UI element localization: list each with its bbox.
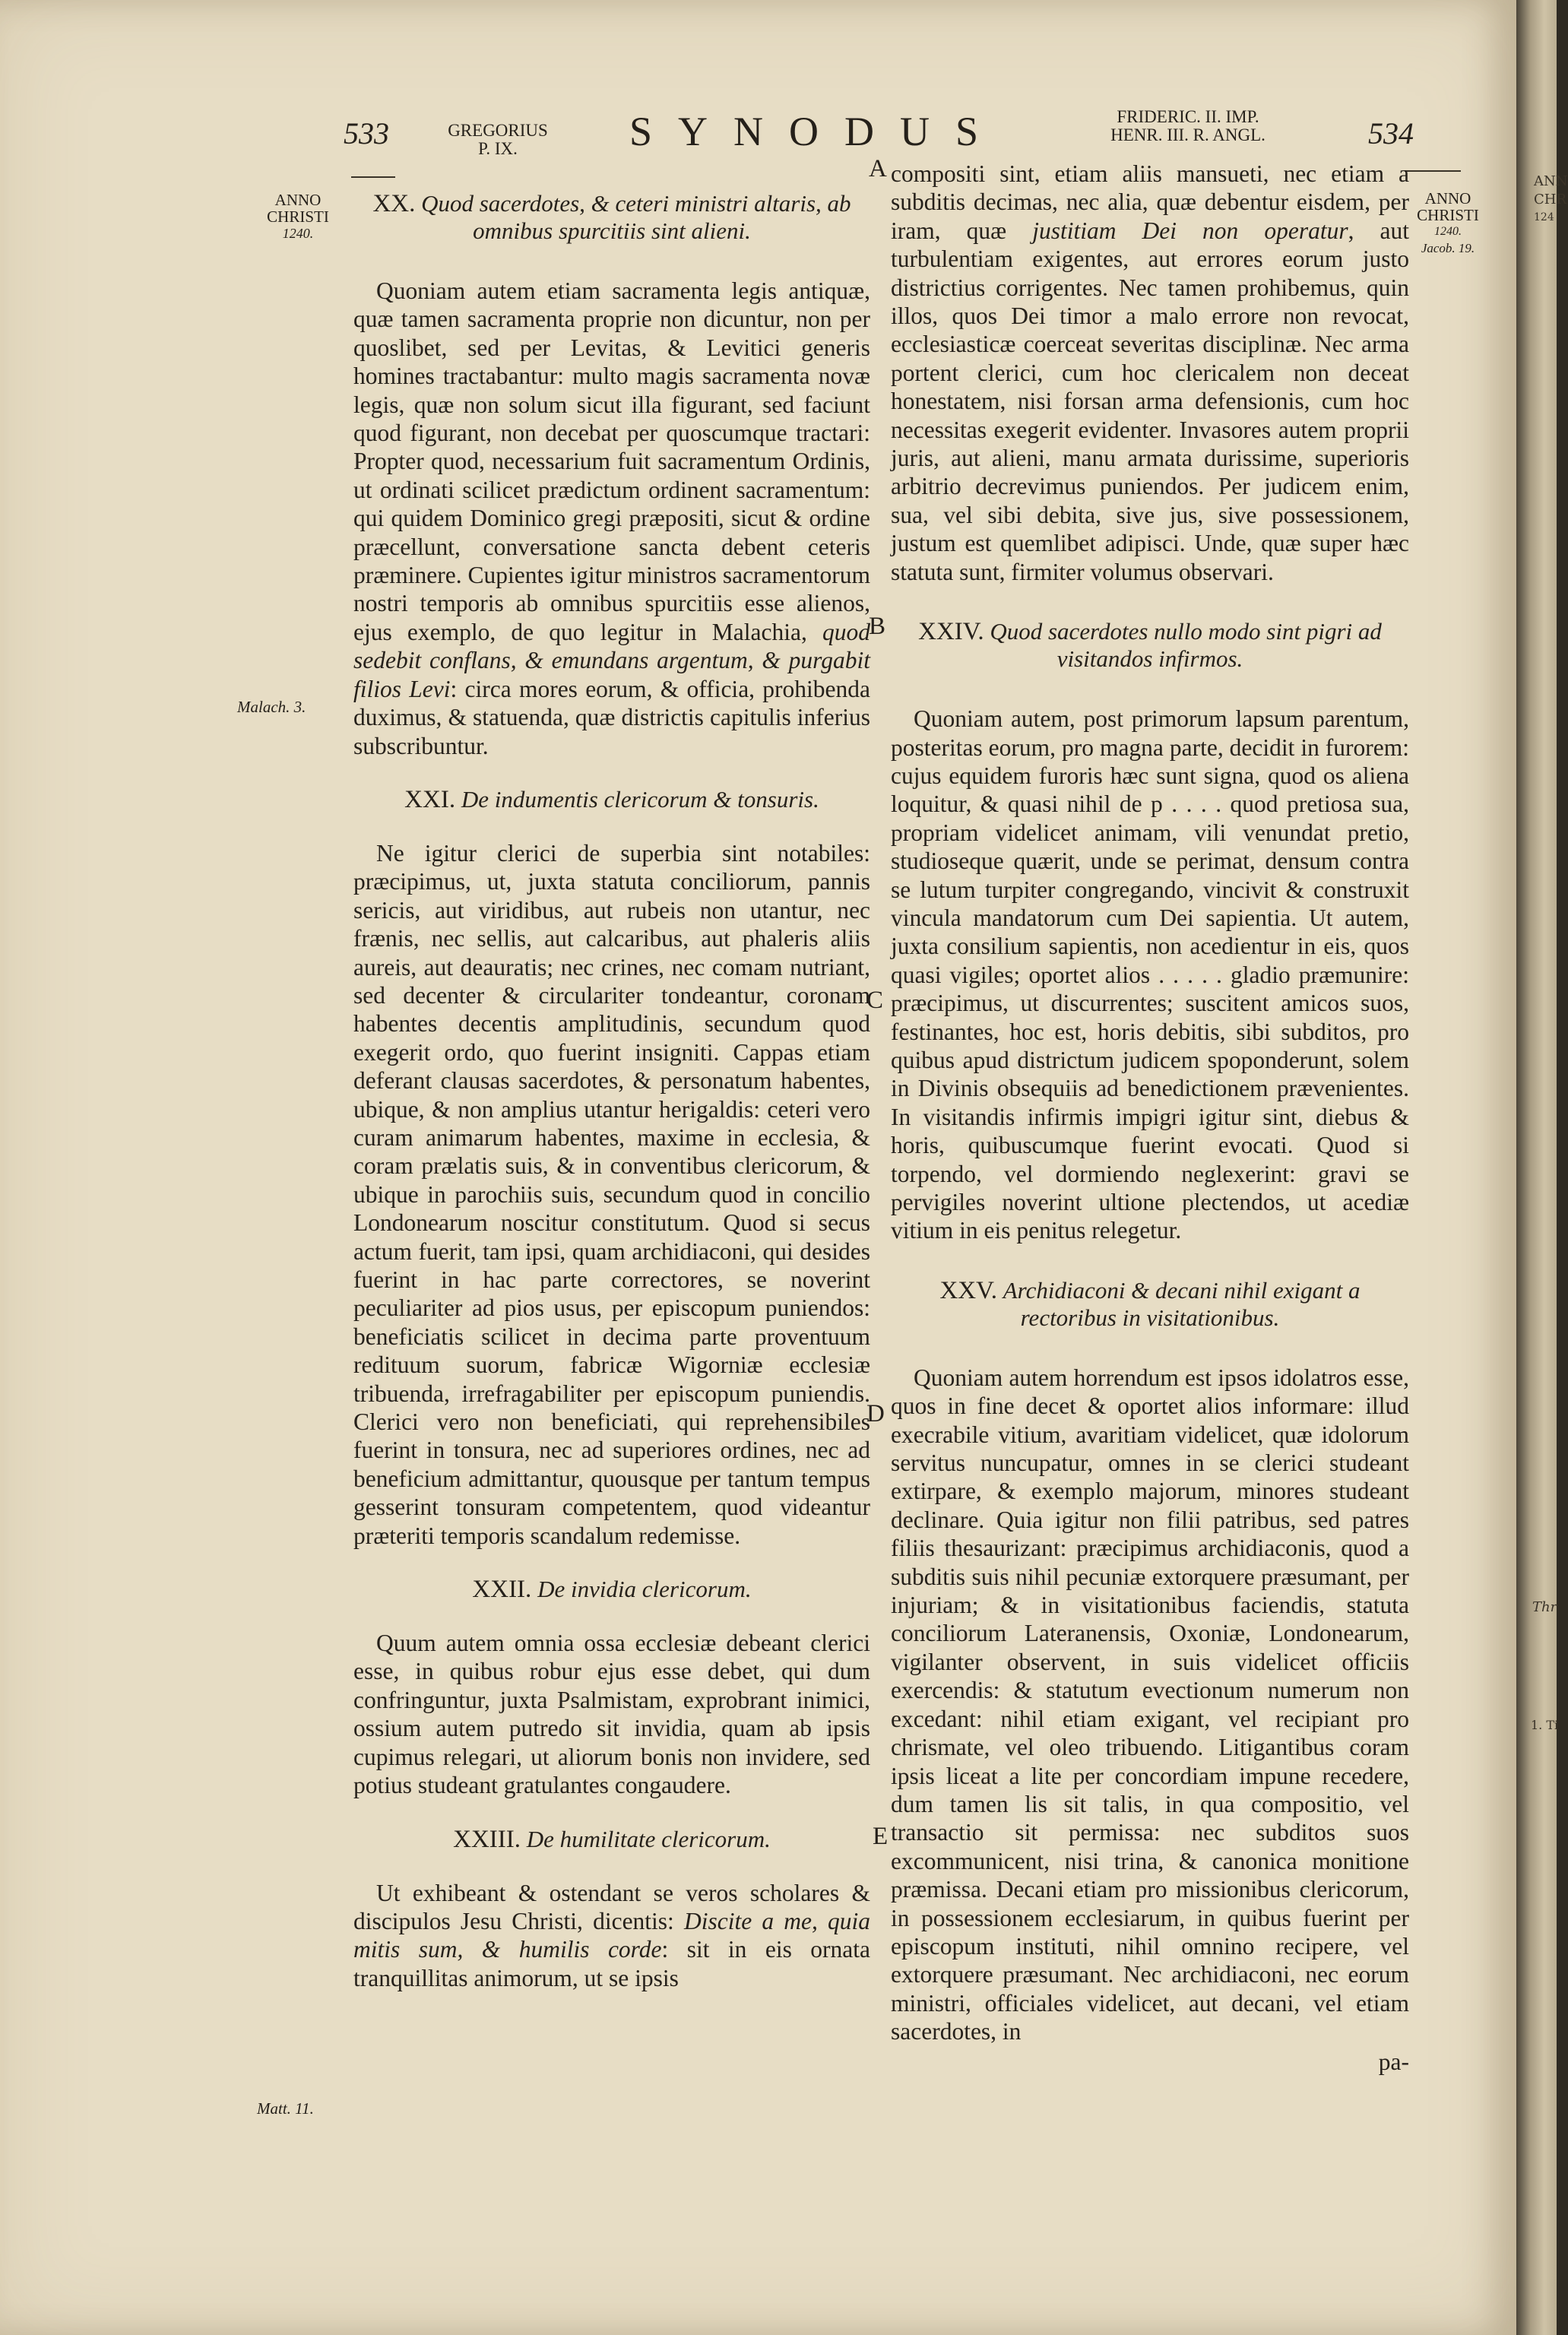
chapter-xx-text: [353, 277, 870, 760]
left-margin-anno: [251, 192, 345, 242]
chapter-xxv-text: Quoniam autem horrendum est ipsos idolatros esse, quos in fine decet & oportet alios informare: illud execrabile vitium, avaritiam videlicet, quæ idolorum servitus nuncupatur, omnes in se clerici studeant extirpare, & exemplo majorum, minores studeant declinare. Quia igitur non filii patribus, sed patres filiis thesaurizant: præcipimus archidiaconis, quod a subditis suis nihil pecuniæ extorquere præsumant, per injuriam; & in visitationibus faciendis, statuta conciliorum Lateranensis, Oxoniæ, Londonearum, vigilanter observent, in suis videlicet officiis exercendis: & statutum evectionum numerum non excedant: nihil etiam exigant, vel recipiant pro chrismate, vel oleo tribuendo. Litigantibus coram ipsis liceat a lite per concordiam impune recedere, dum tamen lis sit talis, in qua compositio, vel transactio sit permissa: nec subditos suos excommunicent, nisi trina, & canonica monitione præmissa. Decani etiam pro missionibus clericorum, in possessionem ecclesiarum, in quibus fuerint per episcopum instituti, nihil omnino recipere, vel extorquere præsumant. Nec archidiaconi, nec eorum ministri, officiales videlicet, aut decani, vel etiam sacerdotes, in: [891, 1364, 1409, 2045]
chapter-xxiv-heading: [891, 618, 1409, 673]
chapter-xxi-number: XXI.: [404, 785, 456, 813]
right-running-head-line-2: HENR. III. R. ANGL.: [1110, 125, 1265, 144]
facing-page-sliver-5: 1. Ti: [1531, 1718, 1559, 1732]
left-column: [353, 190, 870, 1992]
header-rule-right: [1405, 170, 1461, 172]
left-anno-line-2: CHRISTI: [267, 208, 329, 226]
chapter-xxi-title: De indumentis clericorum & tonsuris.: [461, 785, 819, 813]
chapter-xx-quote: quod sedebit conflans, & emundans argentum, & purgabit filios Levi: [353, 618, 871, 702]
margin-ref-malachi: Malach. 3.: [237, 698, 306, 716]
left-anno-line-3: 1240.: [282, 226, 314, 241]
header-rule-left: [351, 176, 395, 178]
left-running-head: [441, 122, 555, 158]
chapter-xx-number: XX.: [372, 190, 416, 217]
facing-page-edge: [1516, 0, 1557, 2335]
left-running-head-line-1: GREGORIUS: [448, 121, 548, 140]
chapter-xx-title: Quod sacerdotes, & ceteri ministri altaris, ab omnibus spurcitiis sint alieni.: [421, 190, 851, 244]
right-column: [891, 160, 1409, 2076]
chapter-xxiii-end: : sit in eis ornata tranquillitas animorum, ut se ipsis: [353, 1936, 870, 1991]
chapter-xxii-heading: [353, 1576, 870, 1603]
chapter-xxii-number: XXII.: [472, 1576, 532, 1604]
chapter-xxiii-number: XXIII.: [453, 1825, 521, 1853]
chapter-xxi-heading: [353, 786, 870, 813]
facing-page-sliver-3: 124: [1534, 211, 1554, 223]
chapter-xx-body: Quoniam autem etiam sacramenta legis antiquæ, quæ tamen sacramenta proprie non dicuntur, non per quoslibet, sed per Levitas, & Levitici generis homines tractabantur: multo magis sacramenta novæ legis, quæ non solum sicut illa figurant, sed faciunt quod figurant, non decebat per quoscumque tractari: Propter quod, necessarium fuit sacramentum Ordinis, ut ordinati scilicet prædictum ordinent sacramentum: qui quidem Dominico gregi præpositi, sicut & ordine præcellunt, conversatione sancta debent ceteris præminere. Cupientes igitur ministros sacramentorum nostri temporis ab omnibus spurcitiis esse alienos, ejus exemplo, de quo legitur in Malachia,: [353, 277, 870, 645]
continued-body: compositi sint, etiam aliis mansueti, nec etiam a subditis decimas, nec alia, quæ debentur eisdem, per iram, quæ: [891, 160, 1409, 244]
right-anno-line-1: ANNO: [1424, 189, 1471, 208]
chapter-xxv-number: XXV.: [939, 1276, 997, 1304]
facing-page-sliver-4: Thr: [1532, 1599, 1557, 1615]
right-margin-anno: [1411, 190, 1485, 257]
section-letter-d: D: [866, 1400, 885, 1427]
right-running-head: [1063, 108, 1313, 144]
chapter-xxiii-text: [353, 1879, 870, 1993]
left-anno-line-1: ANNO: [274, 191, 322, 209]
chapter-xxiv-number: XXIV.: [918, 618, 984, 646]
section-letter-a: A: [869, 155, 887, 182]
chapter-xx-end: : circa mores eorum, & officia, prohibenda duximus, & statuenda, quæ districtis capitulis inferius subscribuntur.: [353, 675, 871, 759]
section-letter-c: C: [866, 987, 884, 1014]
right-anno-line-2: CHRISTI: [1417, 206, 1479, 224]
right-anno-line-4: Jacob. 19.: [1421, 241, 1475, 255]
chapter-xxiii-quote: Discite a me, quia mitis sum, & humilis corde: [353, 1907, 870, 1963]
left-page-number: 533: [344, 116, 389, 150]
chapter-xxiv-title: Quod sacerdotes nullo modo sint pigri ad visitandos infirmos.: [990, 618, 1382, 673]
catchword: pa-: [1378, 2048, 1409, 2075]
right-running-head-line-1: FRIDERIC. II. IMP.: [1117, 107, 1259, 126]
chapter-xxiii-body: Ut exhibeant & ostendant se veros scholares & discipulos Jesu Christi, dicentis:: [353, 1879, 870, 1934]
chapter-xxv-title: Archidiaconi & decani nihil exigant a rectoribus in visitationibus.: [1003, 1276, 1361, 1331]
section-letter-b: B: [869, 613, 886, 640]
chapter-xxi-text: Ne igitur clerici de superbia sint notabiles: præcipimus, ut, juxta statuta conciliorum, pannis sericis, aut viridibus, aut rubeis non utantur, nec frænis, nec sellis, aut calcaribus, aut phaleris aliis aureis, aut deauratis; nec crines, nec comam nutriant, sed decenter & circulariter tondeantur, coronam habentes decentis amplitudinis, secundum quod exegerit ordo, quo fuerint insigniti. Cappas etiam deferant clausas sacerdotes, & personatum habentes, ubique, & non amplius utantur herigaldis: ceteri vero curam animarum habentes, maxime in ecclesia, & coram prælatis suis, & in conventibus clericorum, & ubique in parochiis suis, secundum quod in concilio Londonearum noscitur constitutum. Quod si secus actum fuerit, tam ipsi, quam archidiaconi, qui desides fuerint in hac parte correctores, se noverint peculiariter ad pios usus, per episcopum puniendos: beneficiatis scilicet in decima parte proventuum redituum suorum, fabricæ Wigorniæ ecclesiæ tribuenda, irrefragabiliter per episcopum puniendis. Clerici vero non beneficiati, qui reprehensibiles fuerint in tonsura, nec ad superiores ordines, nec ad beneficium admittantur, quousque per tantum tempus gesserint tonsuram competentem, quod videantur præteriti temporis scandalum redemisse.: [353, 839, 870, 1549]
chapter-xxiii-heading: [353, 1826, 870, 1853]
chapter-xxii-text: Quum autem omnia ossa ecclesiæ debeant clerici esse, in quibus robur ejus esse debet, qui dum confringuntur, juxta Psalmistam, exprobrant inimici, ossium autem putredo sit invidia, quam ab ipsis cupimus relegari, ut aliorum bonis non invidere, sed potius studeant gratulantes congaudere.: [353, 1630, 870, 1799]
facing-page-sliver-2: CHR: [1534, 192, 1567, 208]
left-running-head-line-2: P. IX.: [478, 139, 518, 158]
continued-end: , aut turbulentiam exigentes, aut errores eorum justo districtius corrigentes. Nec tamen prohibemus, quin illos, quos Dei timor a malo errore non revocat, ecclesiasticæ coerceat severitas disciplinæ. Nec arma portent clerici, cum hoc clericalem non deceat honestatem, nisi forsan arma defensionis, cum hoc necessitas exegerit evidenter. Invasores autem proprii juris, aut alieni, manu armata durissime, superioris arbitrio decrevimus puniendos. Per judicem enim, sua, vel sibi debita, sive jus, sive possessionem, justum est quemlibet adipisci. Unde, quæ super hæc statuta sunt, firmiter volumus observari.: [891, 217, 1409, 585]
chapter-xxii-title: De invidia clericorum.: [537, 1576, 752, 1603]
margin-ref-matthew: Matt. 11.: [257, 2099, 314, 2118]
section-letter-e: E: [873, 1823, 889, 1850]
continued-text: [891, 160, 1409, 586]
facing-page-sliver-1: ANN: [1534, 173, 1568, 189]
chapter-xxiii-title: De humilitate clericorum.: [526, 1825, 771, 1852]
chapter-xxiv-text: Quoniam autem, post primorum lapsum parentum, posteritas eorum, pro magna parte, decidit in furorem: cujus equidem furoris hæc sunt signa, quod os aliena loquitur, & quasi nihil de p . . . . quod pretiosa sua, propriam videlicet animam, vili venundat pretio, studioseque quærit, unde se perimat, densum contra se lutum turpiter congregando, vincivit & construxit vincula mandatorum cum Dei sapientia. Ut autem, juxta consilium sapientis, non acedientur in eis, quos quasi vigiles; oportet alios . . . . . gladio præmunire: præcipimus, ut discurrentes; suscitent amicos suos, festinantes, hoc est, horis debitis, sibi subditos, pro quibus apud districtum judicem spoponderunt, solem in Divinis obsequiis ad benedictionem prævenientes. In visitandis infirmis impigri igitur sint, diebus & horis, quibuscumque fuerint evocati. Quod si torpendo, vel dormiendo neglexerint: gravi se pervigiles noverint ultione plectendos, ut acediæ vitium in eis penitus relegetur.: [891, 705, 1409, 1244]
right-page-number: 534: [1368, 116, 1414, 150]
chapter-xx-heading: [353, 190, 870, 245]
continued-quote: justitiam Dei non operatur: [1032, 217, 1348, 244]
page-title: SYNODUS: [629, 109, 1005, 154]
chapter-xxv-heading: [891, 1277, 1409, 1332]
right-anno-line-3: 1240.: [1434, 225, 1462, 238]
